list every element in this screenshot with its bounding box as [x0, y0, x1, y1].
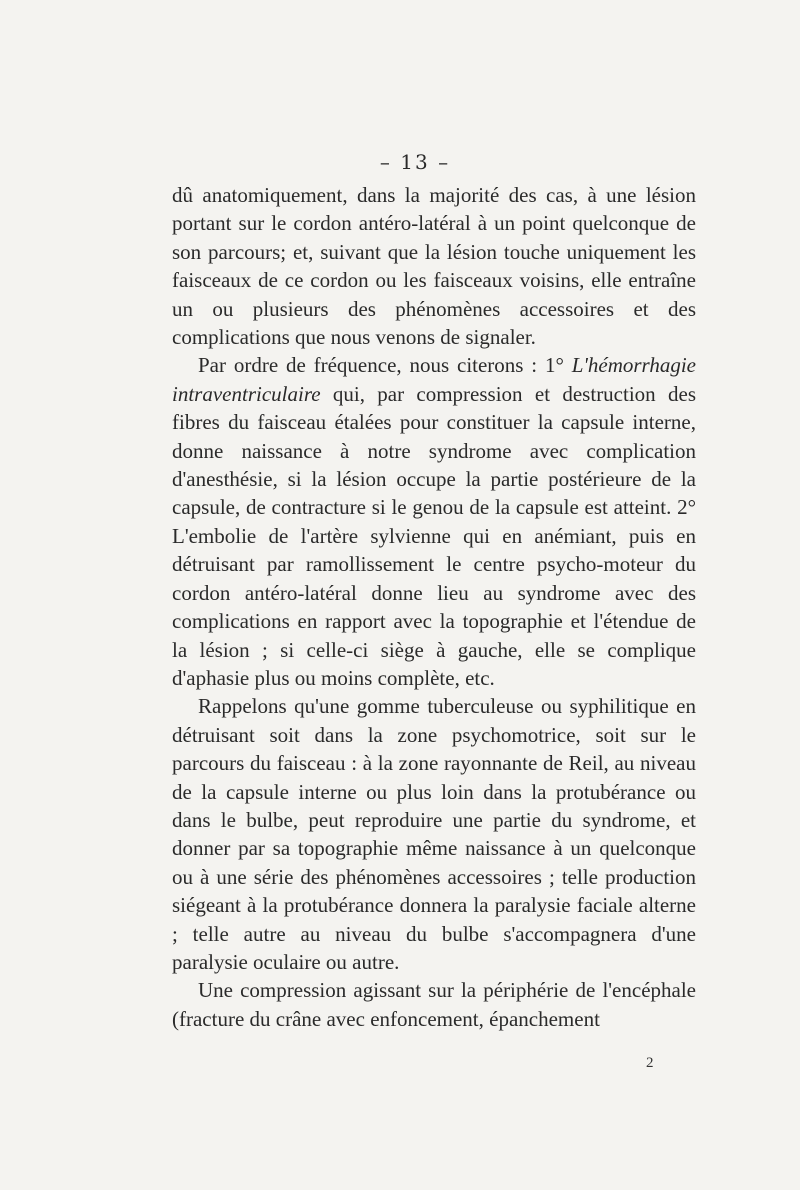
paragraph-2-italic-term: L'hémorrhagie intraventriculaire [172, 353, 696, 406]
paragraph-4: Une compression agissant sur la périphérie de l'encéphale (fracture du crâne avec enfoncement, épanchement [172, 978, 696, 1031]
paragraph-2-rest: qui, par compression et destruction des fibres du faisceau étalées pour constituer la capsule interne, donne naissance à notre syndrome avec complication d'anesthésie, si la lésion occupe la partie postérieure de la capsule, de contracture si le genou de la capsule est atteint. 2° L'embolie de l'artère sylvienne qui en anémiant, puis en détruisant par ramollissement le centre psycho-moteur du cordon antéro-latéral donne lieu au syndrome avec des complications en rapport avec la topographie et l'étendue de la lésion ; si celle-ci siège à gauche, elle se complique d'aphasie plus ou moins complète, etc. [172, 381, 696, 690]
paragraph-1: dû anatomiquement, dans la majorité des cas, à une lésion portant sur le cordon antéro-latéral à un point quelconque de son parcours; et, suivant que la lésion touche uniquement les faisceaux de ce cordon ou les faisceaux voisins, elle entraîne un ou plusieurs des phénomènes accessoires et des complications que nous venons de signaler. [172, 183, 696, 350]
paragraph-2-lead: Par ordre de fréquence, nous citerons : 1° [198, 353, 572, 378]
body-text [172, 181, 696, 1033]
paragraph-2 [172, 351, 696, 692]
page-number: – 13 – [379, 150, 451, 174]
signature-mark: 2 [646, 1055, 654, 1071]
paragraph-3: Rappelons qu'une gomme tuberculeuse ou syphilitique en détruisant soit dans la zone psychomotrice, soit sur le parcours du faisceau : à la zone rayonnante de Reil, au niveau de la capsule interne ou plus loin dans la protubérance ou dans le bulbe, peut reproduire une partie du syndrome, et donner par sa topographie même naissance à un quelconque ou à une série des phénomènes accessoires ; telle production siégeant à la protubérance donnera la paralysie faciale alterne ; telle autre au niveau du bulbe s'accompagnera d'une paralysie oculaire ou autre. [172, 694, 696, 974]
